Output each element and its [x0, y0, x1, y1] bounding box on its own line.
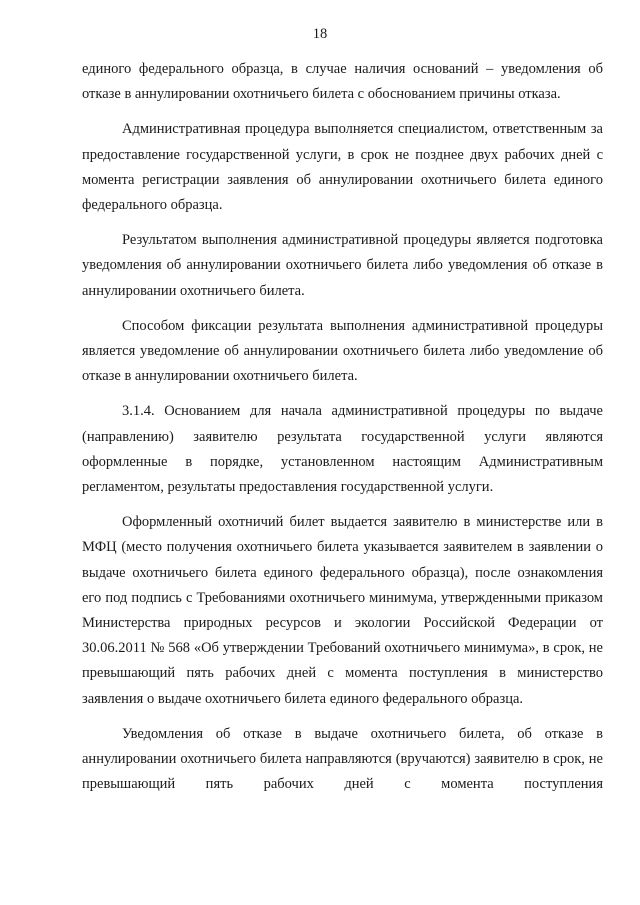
page-number: 18	[312, 26, 328, 42]
paragraph-fixation-method: Способом фиксации результата выполнения административной процедуры является уведомление об аннулировании охотничьего билета либо уведомление об отказе в аннулировании охотничьего билета.	[82, 317, 603, 385]
paragraph-refusal-notices: Уведомления об отказе в выдаче охотничьего билета, об отказе в аннулировании охотничьего билета направляются (вручаются) заявителю в срок, не превышающий пять рабочих дней с момента поступления	[82, 725, 603, 793]
paragraph-continuation: единого федерального образца, в случае наличия оснований – уведомления об отказе в аннулировании охотничьего билета с обоснованием причины отказа.	[82, 61, 603, 103]
paragraph-procedure-specialist: Административная процедура выполняется специалистом, ответственным за предоставление государственной услуги, в срок не позднее двух рабочих дней с момента регистрации заявления об аннулировании охотничьего билета единого федерального образца.	[82, 121, 603, 214]
document-body	[82, 57, 603, 797]
paragraph-ticket-issuance: Оформленный охотничий билет выдается заявителю в министерстве или в МФЦ (место получения охотничьего билета указывается заявителем в заявлении о выдаче охотничьего билета единого федерального образца), после ознакомления его под подпись с Требованиями охотничьего минимума, утвержденными приказом Министерства природных ресурсов и экологии Российской Федерации от 30.06.2011 № 568 «Об утверждении Требований охотничьего минимума», в срок, не превышающий пять рабочих дней с момента поступления в министерство заявления о выдаче охотничьего билета единого федерального образца.	[82, 514, 603, 707]
paragraph-section-3-1-4: 3.1.4. Основанием для начала административной процедуры по выдаче (направлению) заявителю результата государственной услуги являются оформленные в порядке, установленном настоящим Административным регламентом, результаты предоставления государственной услуги.	[82, 403, 603, 496]
paragraph-procedure-result: Результатом выполнения административной процедуры является подготовка уведомления об аннулировании охотничьего билета либо уведомления об отказе в аннулировании охотничьего билета.	[82, 232, 603, 299]
